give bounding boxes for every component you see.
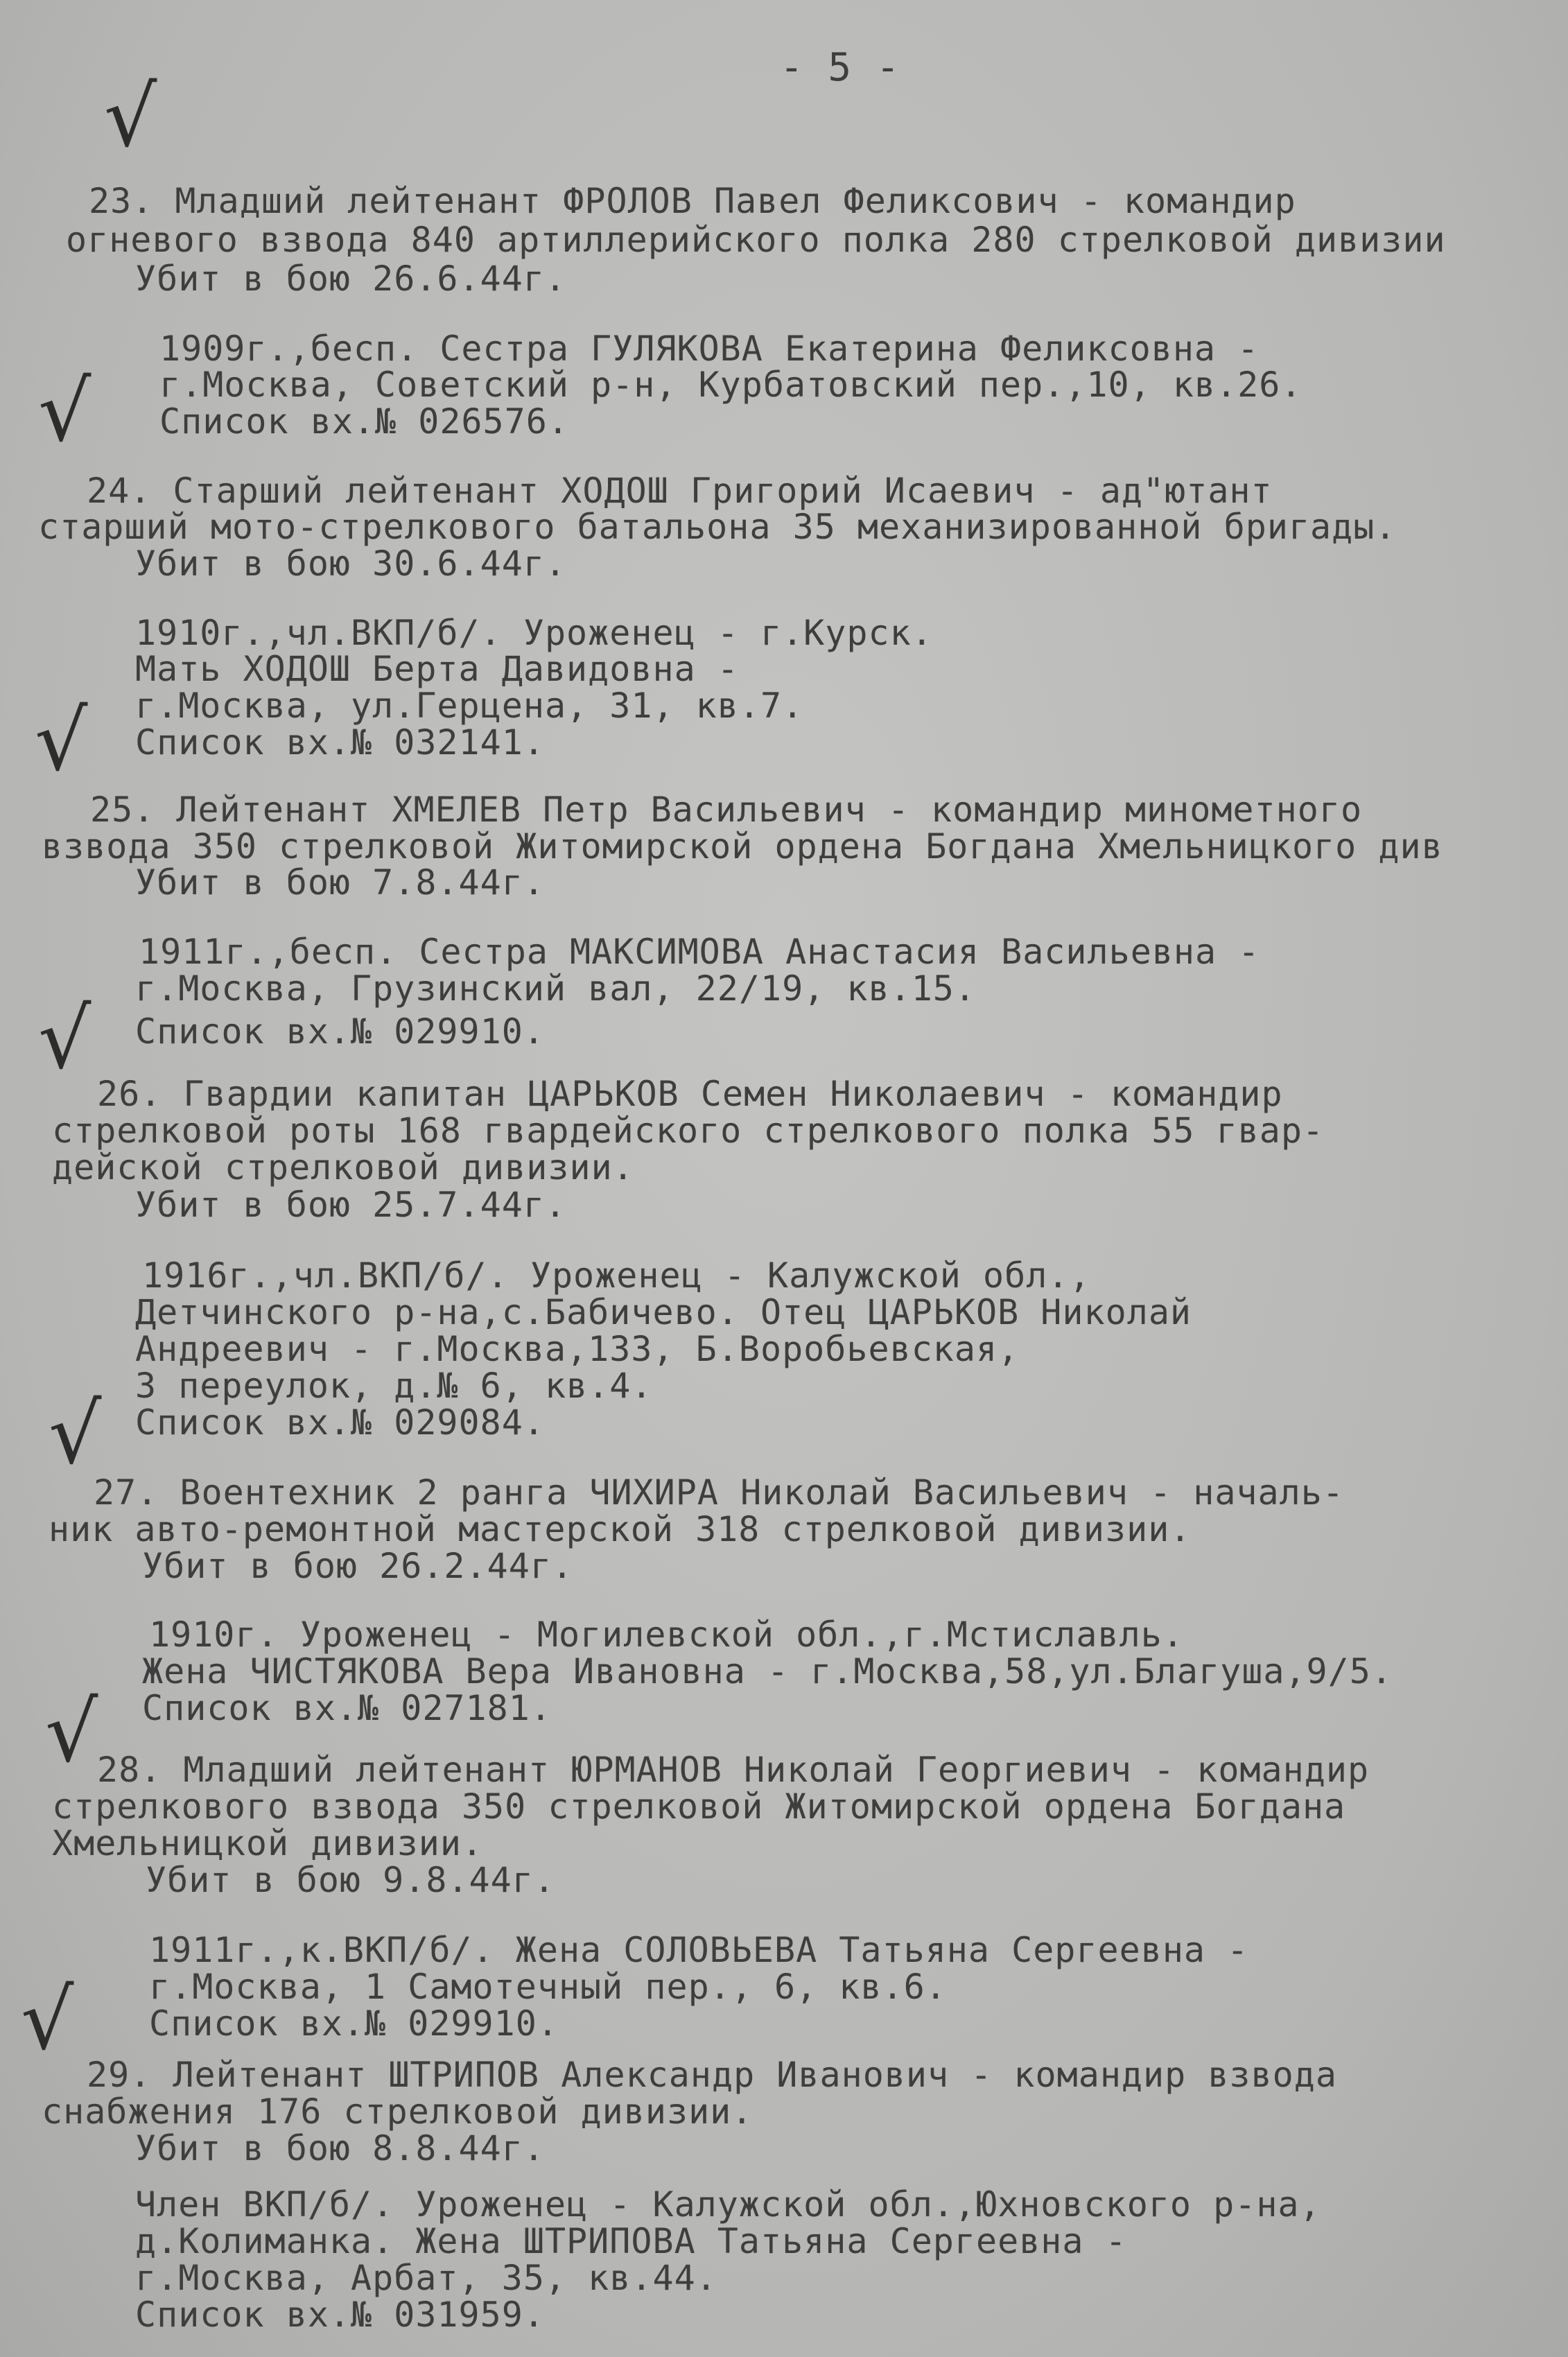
check-mark-icon: √ (49, 1386, 102, 1483)
entry-detail: Андреевич - г.Москва,133, Б.Воробьевская, (135, 1329, 1020, 1369)
entry-detail: г.Москва, Грузинский вал, 22/19, кв.15. (135, 968, 976, 1009)
entry-line: ник авто-ремонтной мастерской 318 стрелковой дивизии. (49, 1509, 1192, 1549)
check-mark-icon: √ (35, 693, 88, 790)
entry-detail: Список вх.№ 027181. (142, 1688, 552, 1728)
check-mark-icon: √ (38, 991, 92, 1088)
entry-detail: 1911г.,к.ВКП/б/. Жена СОЛОВЬЕВА Татьяна Сергеевна - (149, 1930, 1249, 1970)
entry-line: Убит в бою 25.7.44г. (135, 1185, 567, 1225)
entry-detail: 1909г.,бесп. Сестра ГУЛЯКОВА Екатерина Феликсовна - (159, 329, 1260, 369)
entry-line: 25. Лейтенант ХМЕЛЕВ Петр Васильевич - командир минометного (90, 790, 1363, 830)
entry-detail: г.Москва, Советский р-н, Курбатовский пер.,10, кв.26. (159, 365, 1303, 405)
entry-detail: Мать ХОДОШ Берта Давидовна - (135, 649, 739, 689)
entry-detail: г.Москва, ул.Герцена, 31, кв.7. (135, 686, 804, 726)
entry-detail: Член ВКП/б/. Уроженец - Калужской обл.,Юхновского р-на, (135, 2184, 1321, 2225)
entry-line: Убит в бою 8.8.44г. (135, 2128, 545, 2168)
entry-detail: Список вх.№ 026576. (159, 401, 569, 442)
entry-line: дейской стрелковой дивизии. (52, 1147, 634, 1188)
entry-detail: Список вх.№ 029910. (149, 2003, 559, 2044)
entry-detail: 1910г.,чл.ВКП/б/. Уроженец - г.Курск. (135, 613, 933, 653)
entry-line: огневого взвода 840 артиллерийского полка 280 стрелковой дивизии (66, 220, 1446, 260)
check-mark-icon: √ (104, 69, 157, 166)
entry-line: 29. Лейтенант ШТРИПОВ Александр Иванович - командир взвода (87, 2055, 1337, 2095)
entry-detail: Список вх.№ 029910. (135, 1011, 545, 1052)
entry-line: взвода 350 стрелковой Житомирской ордена Богдана Хмельницкого див (42, 826, 1443, 867)
entry-line: стрелковой роты 168 гвардейского стрелкового полка 55 гвар- (52, 1111, 1325, 1151)
entry-line: стрелкового взвода 350 стрелковой Житомирской ордена Богдана (52, 1786, 1346, 1827)
check-mark-icon: √ (38, 364, 92, 460)
entry-detail: Жена ЧИСТЯКОВА Вера Ивановна - г.Москва,58,ул.Благуша,9/5. (142, 1651, 1393, 1691)
entry-detail: Детчинского р-на,с.Бабичево. Отец ЦАРЬКОВ Николай (135, 1292, 1192, 1332)
entry-line: снабжения 176 стрелковой дивизии. (42, 2091, 753, 2132)
entry-detail: Список вх.№ 029084. (135, 1402, 545, 1443)
entry-line: Убит в бою 7.8.44г. (135, 862, 545, 903)
entry-line: Убит в бою 26.6.44г. (135, 259, 567, 299)
entry-line: Убит в бою 9.8.44г. (146, 1860, 555, 1900)
check-mark-icon: √ (45, 1685, 98, 1781)
entry-line: 24. Старший лейтенант ХОДОШ Григорий Исаевич - ад"ютант (87, 471, 1273, 511)
entry-line: старший мото-стрелкового батальона 35 механизированной бригады. (38, 507, 1397, 547)
entry-detail: 1916г.,чл.ВКП/б/. Уроженец - Калужской обл., (142, 1255, 1091, 1296)
entry-detail: Список вх.№ 032141. (135, 722, 545, 763)
entry-detail: 1910г. Уроженец - Могилевской обл.,г.Мстиславль. (149, 1615, 1184, 1655)
entry-line: 28. Младший лейтенант ЮРМАНОВ Николай Георгиевич - командир (97, 1750, 1370, 1790)
entry-line: Хмельницкой дивизии. (52, 1823, 484, 1863)
entry-line: 26. Гвардии капитан ЦАРЬКОВ Семен Николаевич - командир (97, 1074, 1283, 1114)
entry-line: 23. Младший лейтенант ФРОЛОВ Павел Феликсович - командир (89, 181, 1296, 221)
entry-detail: 3 переулок, д.№ 6, кв.4. (135, 1366, 653, 1406)
entry-detail: г.Москва, 1 Самотечный пер., 6, кв.6. (149, 1967, 947, 2007)
entry-line: 27. Воентехник 2 ранга ЧИХИРА Николай Васильевич - началь- (94, 1472, 1344, 1513)
entry-line: Убит в бою 30.6.44г. (135, 543, 567, 584)
page-number: - 5 - (780, 45, 900, 90)
entry-detail: г.Москва, Арбат, 35, кв.44. (135, 2258, 717, 2298)
entry-line: Убит в бою 26.2.44г. (142, 1546, 574, 1586)
check-mark-icon: √ (21, 1972, 74, 2069)
entry-detail: 1911г.,бесп. Сестра МАКСИМОВА Анастасия Васильевна - (139, 932, 1260, 972)
entry-detail: Список вх.№ 031959. (135, 2295, 545, 2335)
entry-detail: д.Колиманка. Жена ШТРИПОВА Татьяна Сергеевна - (135, 2221, 1127, 2261)
